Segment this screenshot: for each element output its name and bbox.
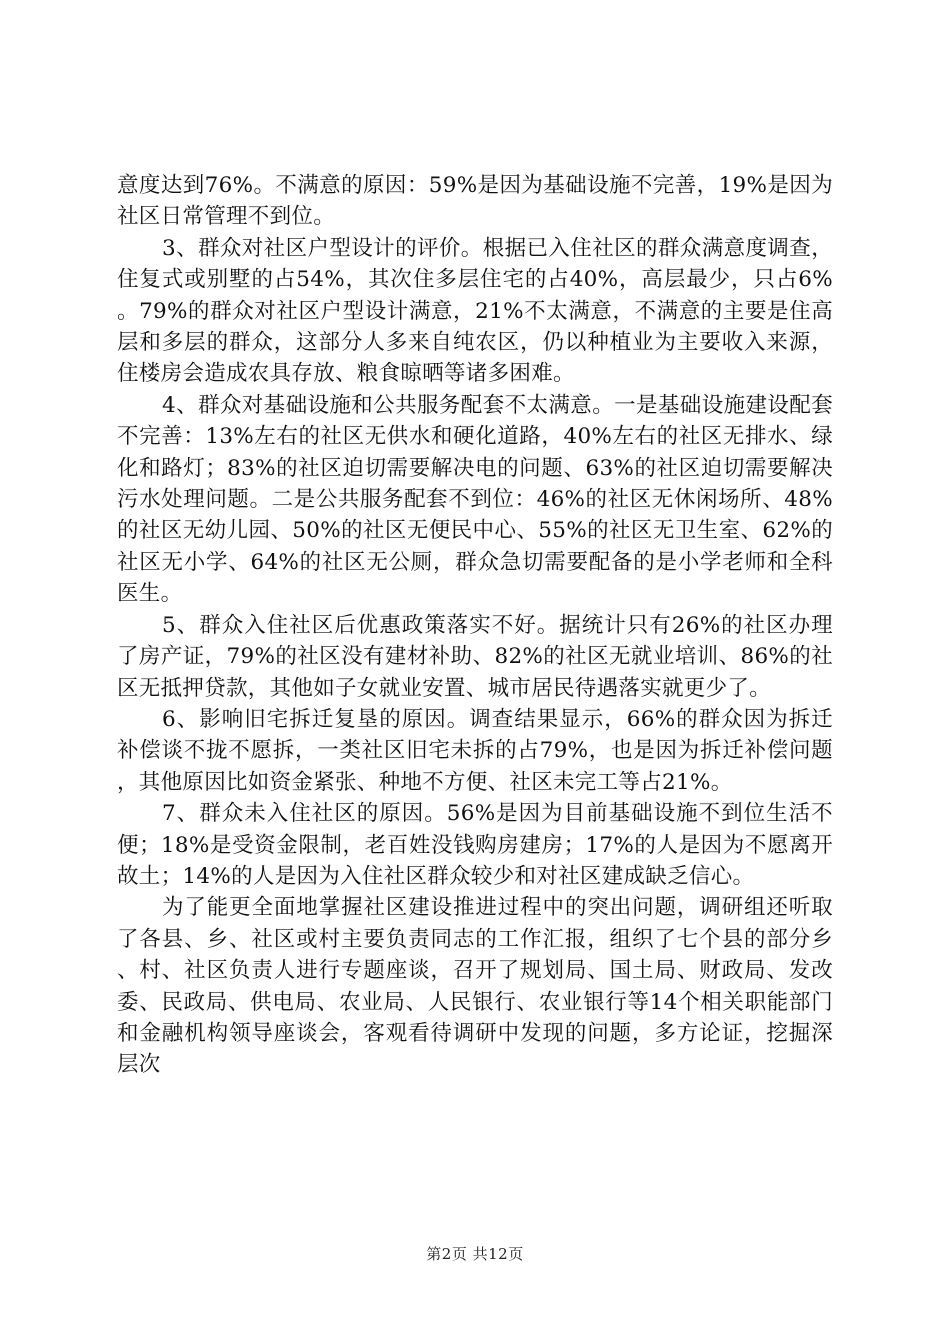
paragraph-1: 意度达到76%。不满意的原因：59%是因为基础设施不完善，19%是因为社区日常管理不到位。 (117, 173, 833, 230)
paragraph-6: 7、群众未入住社区的原因。56%是因为目前基础设施不到位生活不便；18%是受资金限制，老百姓没钱购房建房；17%的人是因为不愿离开故土；14%的人是因为入住社区群众较少和对社区建成缺乏信心。 (117, 801, 833, 889)
paragraph-5: 6、影响旧宅拆迁复垦的原因。调查结果显示，66%的群众因为拆迁补偿谈不拢不愿拆，一类社区旧宅未拆的占79%，也是因为拆迁补偿问题，其他原因比如资金紧张、种地不方便、社区未完工等占21%。 (117, 706, 833, 795)
paragraph-3: 4、群众对基础设施和公共服务配套不太满意。一是基础设施建设配套不完善：13%左右的社区无供水和硬化道路，40%左右的社区无排水、绿化和路灯；83%的社区迫切需要解决电的问题、63%的社区迫切需要解决污水处理问题。二是公共服务配套不到位：46%的社区无休闲场所、48%的社区无幼儿园、50%的社区无便民中心、55%的社区无卫生室、62%的社区无小学、64%的社区无公厕，群众急切需要配备的是小学老师和全科医生。 (117, 392, 833, 607)
page-number-footer: 第2页 共12页 (426, 1245, 524, 1263)
document-body (117, 170, 833, 1081)
paragraph-2: 3、群众对社区户型设计的评价。根据已入住社区的群众满意度调查，住复式或别墅的占54%，其次住多层住宅的占40%，高层最少，只占6%。79%的群众对社区户型设计满意，21%不太满意，不满意的主要是住高层和多层的群众，这部分人多来自纯农区，仍以种植业为主要收入来源，住楼房会造成农具存放、粮食晾晒等诸多困难。 (117, 235, 833, 387)
paragraph-7: 为了能更全面地掌握社区建设推进过程中的突出问题，调研组还听取了各县、乡、社区或村主要负责同志的工作汇报，组织了七个县的部分乡、村、社区负责人进行专题座谈，召开了规划局、国土局、财政局、发改委、民政局、供电局、农业局、人民银行、农业银行等14个相关职能部门和金融机构领导座谈会，客观看待调研中发现的问题，多方论证，挖掘深层次 (117, 895, 833, 1078)
paragraph-4: 5、群众入住社区后优惠政策落实不好。据统计只有26%的社区办理了房产证，79%的社区没有建材补助、82%的社区无就业培训、86%的社区无抵押贷款，其他如子女就业安置、城市居民待遇落实就更少了。 (117, 612, 833, 701)
